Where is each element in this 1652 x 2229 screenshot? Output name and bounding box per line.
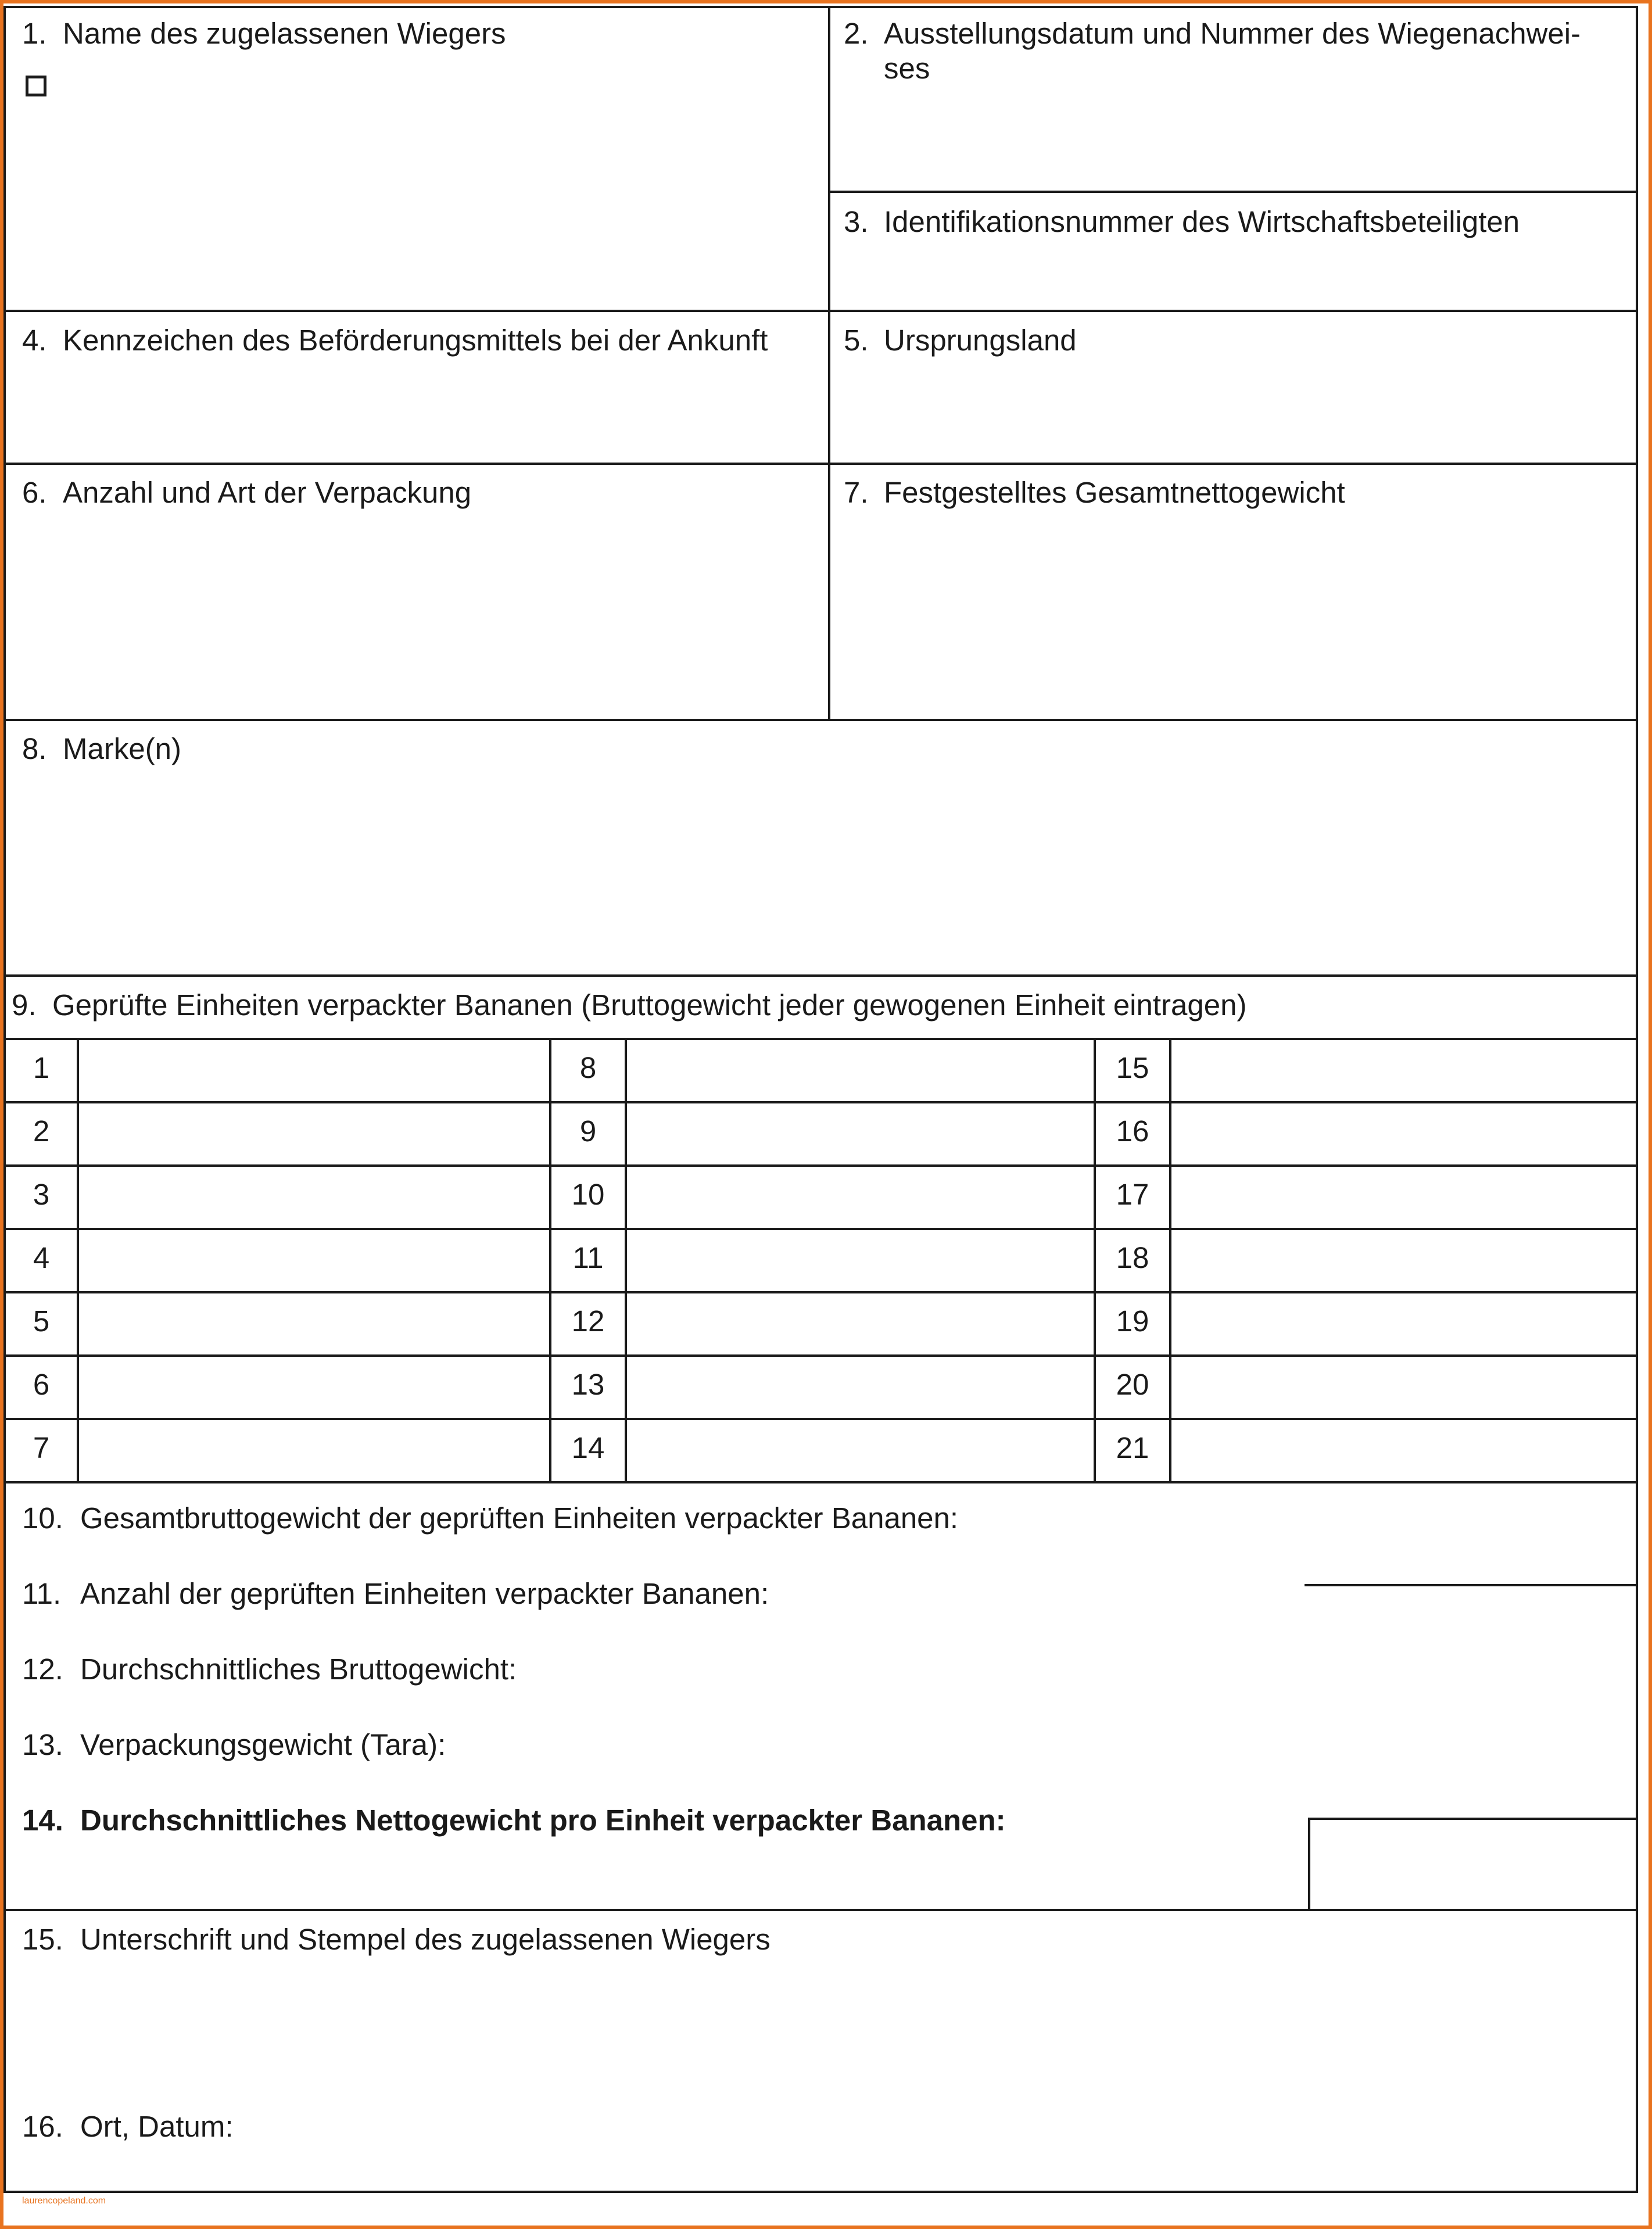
grid-unit-number: 1 — [33, 1051, 50, 1084]
grid-unit-number: 12 — [571, 1305, 605, 1338]
grid-unit-number: 3 — [33, 1178, 50, 1211]
field-9-label: Geprüfte Einheiten verpackter Bananen (Bruttogewicht jeder gewogenen Einheit eintragen) — [52, 988, 1247, 1022]
field-4-number: 4. — [22, 324, 47, 357]
grid-unit-number: 21 — [1116, 1431, 1149, 1464]
field-8-label: Marke(n) — [63, 732, 182, 765]
field-16-label: Ort, Datum: — [80, 2110, 234, 2143]
field-2-label: Ausstellungsdatum und Nummer des Wiegenachwei- — [884, 17, 1581, 50]
grid-unit-number: 18 — [1116, 1241, 1149, 1274]
field-11-number: 11. — [22, 1577, 62, 1610]
field-13-number: 13. — [22, 1728, 63, 1761]
field-2-number: 2. — [844, 17, 869, 50]
field-7-label: Festgestelltes Gesamtnettogewicht — [884, 476, 1345, 509]
field-2-label-continued: ses — [884, 52, 930, 85]
grid-unit-number: 11 — [572, 1241, 604, 1274]
grid-unit-number: 17 — [1116, 1178, 1149, 1211]
field-15-number: 15. — [22, 1923, 63, 1956]
grid-unit-number: 6 — [33, 1368, 50, 1401]
field-1-checkbox[interactable] — [26, 76, 46, 96]
field-13-label: Verpackungsgewicht (Tara): — [80, 1728, 446, 1761]
grid-unit-number: 19 — [1116, 1305, 1149, 1338]
field-3-label: Identifikationsnummer des Wirtschaftsbeteiligten — [884, 205, 1520, 238]
watermark: laurencopeland.com — [22, 2196, 106, 2206]
grid-unit-number: 7 — [33, 1431, 50, 1464]
field-5-number: 5. — [844, 324, 869, 357]
field-6-label: Anzahl und Art der Verpackung — [63, 476, 472, 509]
field-16-number: 16. — [22, 2110, 63, 2143]
grid-unit-number: 20 — [1116, 1368, 1149, 1401]
grid-unit-number: 8 — [579, 1051, 597, 1084]
field-10-number: 10. — [22, 1501, 63, 1535]
field-11-entry-line[interactable] — [1305, 1584, 1638, 1586]
grid-unit-number: 5 — [33, 1305, 50, 1338]
grid-unit-number: 15 — [1116, 1051, 1149, 1084]
field-3-number: 3. — [844, 205, 869, 238]
grid-unit-number: 9 — [579, 1114, 597, 1148]
grid-unit-number: 4 — [33, 1241, 50, 1274]
field-6-number: 6. — [22, 476, 47, 509]
grid-unit-number: 2 — [33, 1114, 50, 1148]
grid-unit-number: 13 — [571, 1368, 605, 1401]
grid-unit-number: 10 — [571, 1178, 605, 1211]
field-10-label: Gesamtbruttogewicht der geprüften Einheiten verpackter Bananen: — [80, 1501, 959, 1535]
field-1-label: Name des zugelassenen Wiegers — [63, 17, 506, 50]
grid-unit-number: 14 — [571, 1431, 605, 1464]
field-1-number: 1. — [22, 17, 47, 50]
field-14-number: 14. — [22, 1804, 63, 1837]
field-12-number: 12. — [22, 1653, 63, 1686]
field-5-label: Ursprungsland — [884, 324, 1077, 357]
field-15-label: Unterschrift und Stempel des zugelassenen Wiegers — [80, 1923, 771, 1956]
field-11-label: Anzahl der geprüften Einheiten verpackter Bananen: — [80, 1577, 769, 1610]
grid-unit-number: 16 — [1116, 1114, 1149, 1148]
field-8-number: 8. — [22, 732, 47, 765]
field-12-label: Durchschnittliches Bruttogewicht: — [80, 1653, 517, 1686]
field-9-number: 9. — [12, 988, 37, 1022]
field-14-label: Durchschnittliches Nettogewicht pro Einheit verpackter Bananen: — [80, 1804, 1006, 1837]
field-4-label: Kennzeichen des Beförderungsmittels bei der Ankunft — [63, 324, 768, 357]
field-7-number: 7. — [844, 476, 869, 509]
